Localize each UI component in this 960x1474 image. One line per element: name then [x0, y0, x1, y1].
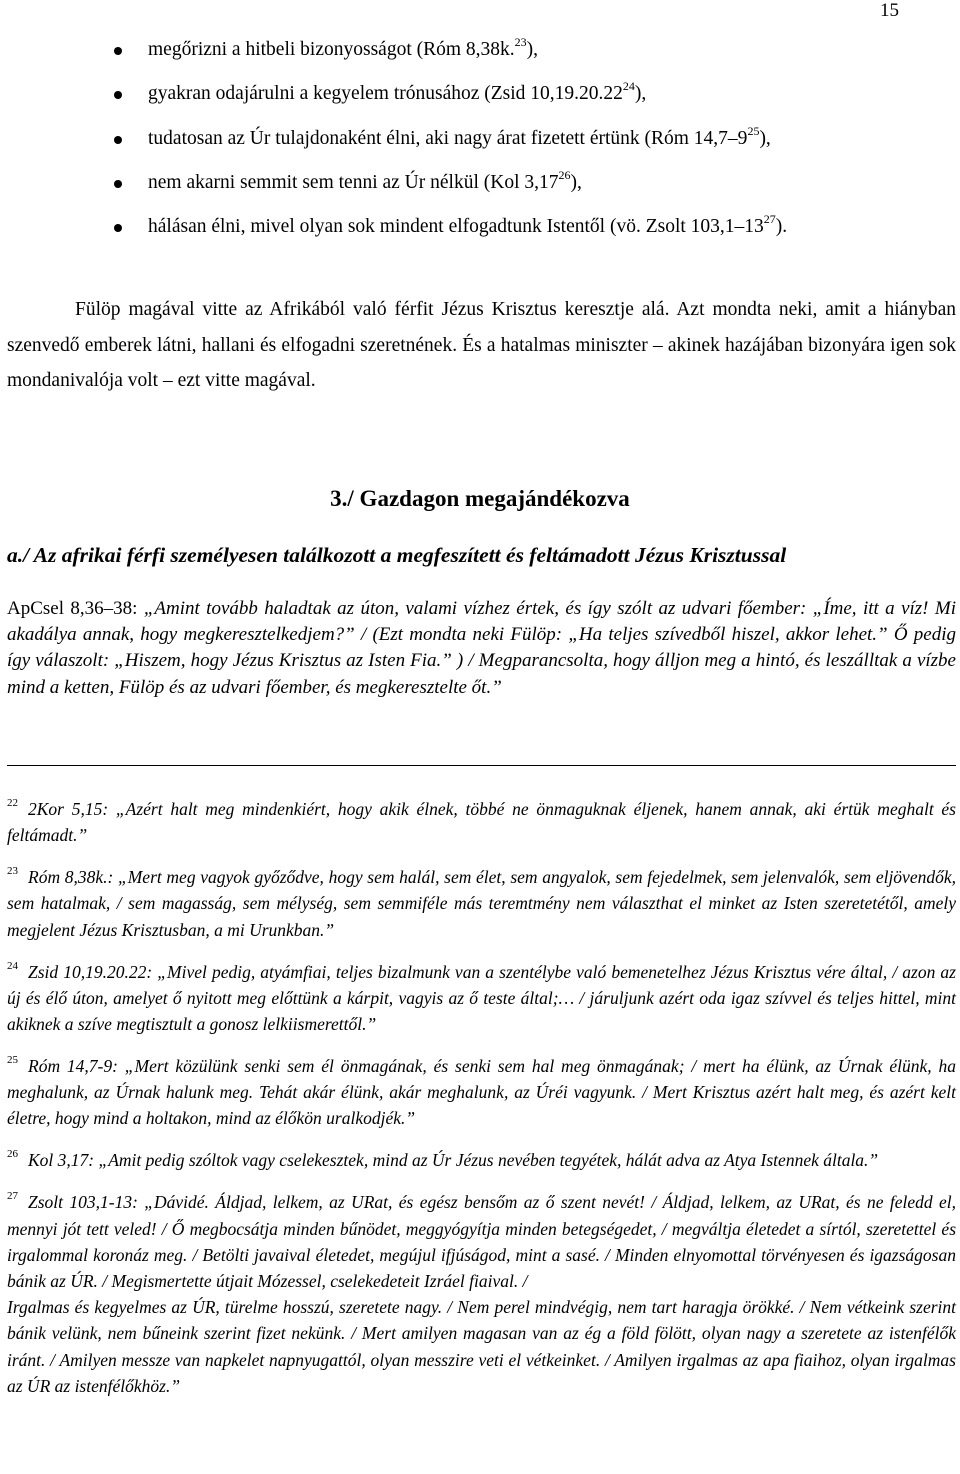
footnote-27: $^{27}$ Zsolt 103,1-13: „Dávidé. Áldjad, lelkem, az URat, és egész bensőm az ő szent nevét! / Áldjad, lelkem, az URat, és ne feledd el, mennyi jót tett veled! / Ő megbocsátja minden bűnödet, meggyógyítja minden betegségedet, / megváltja életedet a sírtól, szeretettel és irgalommal koronáz meg. / Betölti javaival életedet, megújul ifjúságod, mint a sasé. / Minden elnyomottal törvényesen és igazságosan bánik az ÚR. / Megismertette útjait Mózessel, cselekedeteit Izráel fiaival. / Irgalmas és kegyelmes az ÚR, türelme hosszú, szeretete nagy. / Nem perel mindvégig, nem tart haragja örökké. / Nem vétkeink szerint bánik velünk, nem bűneink szerint fizet nekünk. / Mert amilyen magasan van az ég a föld fölött, olyan nagy a szeretete az istenfélők iránt. / Amilyen messze van napkelet napnyugattól, olyan messzire veti el vétkeinket. / Amilyen irgalmas az apa fiaihoz, olyan irgalmas az ÚR az istenfélőkhöz.” — [7, 1189, 956, 1399]
bullet-item: nem akarni semmit sem tenni az Úr nélkül (Kol 3,17$^{26}$), — [112, 169, 930, 213]
footnote-24: $^{24}$ Zsid 10,19.20.22: „Mivel pedig, atyámfiai, teljes bizalmunk van a szentélybe való bemenetelhez Jézus Krisztus vére által, / azon az új és élő úton, amelyet ő nyitott meg előttünk a kárpit, vagyis az ő teste által;… / járuljunk azért oda igaz szívvel és teljes hittel, mint akiknek a szíve megtisztult a gonosz lelkiismerettől.” — [7, 959, 956, 1035]
footnote-number: 24 — [7, 959, 18, 972]
bullet-item: megőrizni a hitbeli bizonyosságot (Róm 8,38k.$^{23}$), — [112, 36, 930, 80]
scripture-ref: ApCsel 8,36–38: — [7, 598, 144, 619]
footnote-divider — [7, 765, 956, 766]
page-number: 15 — [880, 0, 899, 21]
footnote-number: 26 — [7, 1148, 18, 1161]
footnote-ref[interactable]: 23 — [514, 35, 527, 49]
footnote-number: 23 — [7, 865, 18, 878]
footnote-ref[interactable]: 26 — [558, 167, 571, 182]
footnote-number: 22 — [7, 797, 18, 809]
bullet-dot — [114, 91, 122, 99]
footnote-22: $^{22}$ 2Kor 5,15: „Azért halt meg mindenkiért, hogy akik élnek, többé ne önmaguknak éljenek, hanem annak, aki értük meghalt és feltámadt.” — [7, 797, 956, 846]
footnote-ref[interactable]: 24 — [622, 79, 635, 94]
bullet-dot — [114, 224, 122, 232]
footnote-number: 25 — [7, 1054, 18, 1067]
footnote-23: $^{23}$ Róm 8,38k.: „Mert meg vagyok győződve, hogy sem halál, sem élet, sem angyalok, sem fejedelmek, sem jelenvalók, sem eljövendők, sem hatalmak, / sem magasság, sem mélység, sem semmiféle más teremtmény nem választhat el minket az Isten szeretetétől, amely megjelent Jézus Krisztusban, a mi Urunkban.” — [7, 865, 956, 940]
scripture-text: „Amint tovább haladtak az úton, valami vízhez értek, és így szólt az udvari főember: „Íme, itt a víz! Mi akadálya annak, hogy megkeresztelkedjem?” / (Ezt mondta neki Fülöp: „Ha teljes szívedből hiszel, akkor lehet.” Ő pedig így válaszolt: „Hiszem, hogy Jézus Krisztus az Isten Fia.” ) / Megparancsolta, hogy álljon meg a hintó, és leszálltak a vízbe mind a ketten, Fülöp és az udvari főember, és megkeresztelte őt.” — [7, 598, 957, 698]
bullet-dot — [114, 180, 122, 188]
bullet-dot — [114, 136, 122, 144]
footnote-ref[interactable]: 25 — [747, 123, 760, 138]
scripture-quote — [7, 596, 956, 701]
bullet-dot — [114, 47, 122, 55]
section-heading: 3./ Gazdagon megajándékozva — [330, 486, 630, 511]
bullet-item: gyakran odajárulni a kegyelem trónusához (Zsid 10,19.20.22$^{24}$), — [112, 80, 930, 124]
footnote-26: $^{26}$ Kol 3,17: „Amit pedig szóltok vagy cselekesztek, mind az Úr Jézus nevében tegyétek, hálát adva az Atya Istennek általa.” — [7, 1148, 879, 1171]
footnotes — [7, 796, 956, 1399]
footnote-continuation: Irgalmas és kegyelmes az ÚR, türelme hosszú, szeretete nagy. / Nem perel mindvégig, nem tart haragja örökké. / Nem vétkeink szerint bánik velünk, nem bűneink szerint fizet nekünk. / Mert amilyen magasan van az ég a föld fölött, olyan nagy a szeretete az istenfélők iránt. / Amilyen messze van napkelet napnyugattól, olyan messzire veti el vétkeinket. / Amilyen irgalmas az apa fiaihoz, olyan irgalmas az ÚR az istenfélőkhöz.” — [7, 1297, 956, 1396]
narrative-paragraph: Fülöp magával vitte az Afrikából való férfit Jézus Krisztus keresztje alá. Azt mondta neki, amit a hiányban szenvedő emberek látni, hallani és elfogadni szeretnének. És a hatalmas miniszter – akinek hazájában bizonyára igen sok mondanivalója volt – ezt vitte magával. — [7, 299, 956, 391]
bullet-item: hálásan élni, mivel olyan sok mindent elfogadtunk Istentől (vö. Zsolt $103,1-13^{27}$). — [112, 213, 930, 257]
footnote-ref[interactable]: 27 — [763, 212, 776, 227]
bullet-item: tudatosan az Úr tulajdonaként élni, aki nagy árat fizetett értünk (Róm $14,7-9^{25}$), — [112, 125, 930, 169]
bullet-list — [112, 36, 930, 257]
footnote-25: $^{25}$ Róm 14,7-9: „Mert közülünk senki sem él önmagának, és senki sem hal meg önmagának; / mert ha élünk, az Úrnak élünk, ha meghalunk, az Úrnak halunk meg. Tehát akár élünk, akár meghalunk, az Úréi vagyunk. / Mert Krisztus azért halt meg, és azért kelt életre, hogy mind a holtakon, mind az élőkön uralkodjék.” — [7, 1054, 956, 1129]
footnote-number: 27 — [7, 1190, 18, 1203]
sub-heading: a./ Az afrikai férfi személyesen találkozott a megfeszített és feltámadott Jézus Krisztussal — [7, 543, 787, 567]
